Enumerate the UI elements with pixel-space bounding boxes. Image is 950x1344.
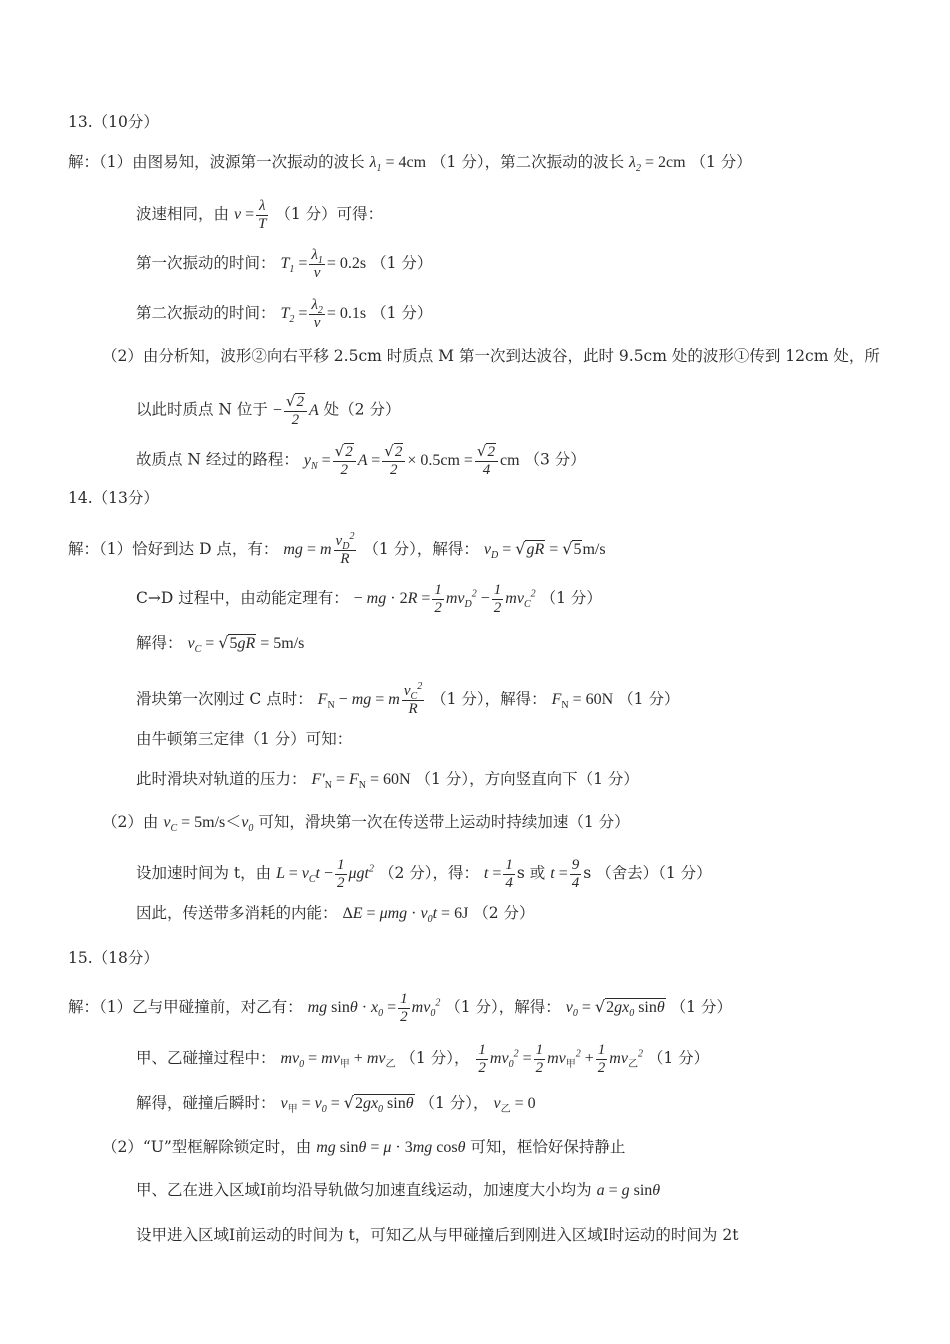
text: 解得： <box>136 634 183 652</box>
q13-position-line <box>136 393 400 429</box>
text: 乙与甲碰撞前，对乙有： <box>132 998 303 1017</box>
q14-part2-line <box>102 811 630 834</box>
formula: $\Delta E = \mu mg \cdot v_0t = 6J$ <box>342 905 469 926</box>
text: 设加速时间为 t，由 <box>136 864 272 883</box>
text: 滑块第一次刚过 C 点时： <box>136 690 313 709</box>
q14-energy-line <box>136 582 602 617</box>
text: 此时滑块对轨道的压力： <box>136 770 307 788</box>
formula: − $\frac{√2}{2}$ A <box>272 392 319 428</box>
q13-part1-line <box>68 151 752 174</box>
score: （1 分） <box>371 254 433 273</box>
text: （1 分），第二次振动的波长 <box>431 153 625 171</box>
q14-header: 14.（13分） <box>68 489 159 507</box>
q14-force-line <box>136 683 679 718</box>
text: 甲、乙在进入区域Ⅰ前均沿导轨做匀加速直线运动，加速度大小均为 <box>136 1181 592 1199</box>
q15-time-line <box>136 1224 738 1246</box>
formula: − mg · 2R = $\frac{1}{2}$ $mv_D^2$ − $\frac{1}{2}$ $mv_C^2$ <box>353 582 536 616</box>
q14-vc-line <box>136 632 304 655</box>
q15-part1-line <box>68 991 732 1026</box>
text: 以此时质点 N 位于 <box>136 400 268 419</box>
q13-path-line <box>136 443 586 479</box>
q13-speed-line <box>136 198 383 233</box>
text: 由图易知，波源第一次振动的波长 <box>132 153 365 171</box>
text: （1 分）， <box>419 1094 489 1112</box>
q15-part2-line <box>102 1136 625 1159</box>
text: 恰好到达 D 点，有： <box>132 540 279 559</box>
q13-t1-line <box>136 247 432 282</box>
part-label: （2） <box>102 813 143 831</box>
score: （1 分） <box>647 1049 710 1068</box>
q14-part1-line <box>68 533 606 568</box>
part-label: （2） <box>102 1138 143 1156</box>
text: 设甲进入区域Ⅰ前运动的时间为 t，可知乙从与甲碰撞后到刚进入区域Ⅰ时运动的时间为 2t <box>136 1226 739 1244</box>
q14-pressure-line <box>136 768 639 791</box>
q14-newton-line <box>136 728 352 750</box>
text: （1 分），解得： <box>431 690 547 709</box>
text: 由牛顿第三定律（1 分）可知： <box>136 730 353 748</box>
text: 第二次振动的时间： <box>136 304 276 323</box>
part-label: （1） <box>99 153 133 171</box>
text: 第一次振动的时间： <box>136 254 276 273</box>
text: 甲、乙碰撞过程中： <box>136 1049 276 1068</box>
part-label: （1） <box>99 998 133 1017</box>
text: 由 <box>142 813 159 831</box>
q15-header: 15.（18分） <box>68 949 159 967</box>
text: “U”型框解除锁定时，由 <box>142 1138 312 1156</box>
formula: $F_N$ − mg = m $\frac{v_C^2}{R}$ <box>317 681 423 717</box>
formula: $v_C = 5m/s<v_0$ <box>163 814 254 835</box>
q13-t2-line <box>136 297 432 332</box>
score: （1 分） <box>618 690 680 709</box>
q15-accel-line <box>136 1179 660 1202</box>
solution-label: 解： <box>68 540 100 559</box>
text: 因此，传送带多消耗的内能： <box>136 904 338 922</box>
q13-header: 13.（10分） <box>68 113 159 131</box>
formula: $v_C = √5gR = 5m/s$ <box>187 633 305 656</box>
score: （3 分） <box>524 450 586 469</box>
text: s 或 <box>516 864 546 883</box>
text: 解得，碰撞后瞬时： <box>136 1094 276 1112</box>
formula: $y_N$ = $\frac{√2}{2}$ A = $\frac{√2}{2}$ × 0.5cm = $\frac{√2}{4}$ cm <box>303 442 520 478</box>
formula: $T_1$ = $\frac{\lambda_1}{v}$ = 0.2s <box>280 247 367 281</box>
formula: $\lambda_2 = 2cm$ <box>629 154 686 175</box>
text: （1 分），方向竖直向下（1 分） <box>415 770 639 788</box>
score: （1 分） <box>371 304 433 323</box>
text: C→D 过程中，由动能定理有： <box>136 589 349 608</box>
text: （1 分）， <box>400 1049 470 1068</box>
solution-label: 解： <box>68 153 100 171</box>
formula: $mv_0 = mv_甲 + mv_乙$ <box>280 1050 396 1071</box>
formula: $v_乙 = 0$ <box>493 1095 536 1116</box>
text: 可知，框恰好保持静止 <box>470 1138 626 1156</box>
formula: $F'_N = F_N = 60N$ <box>311 771 411 792</box>
text: 由分析知，波形②向右平移 2.5cm 时质点 M 第一次到达波谷，此时 9.5cm 处的波形①传到 12cm 处，所 <box>142 347 880 365</box>
score: （1 分） <box>670 998 732 1017</box>
score: （1 分） <box>690 153 752 171</box>
text: （1 分）可得： <box>275 205 384 224</box>
formula: mg $\sin\theta \cdot x_0$ = $\frac{1}{2}$ $mv_0^2$ <box>307 991 441 1025</box>
text: 波速相同，由 <box>136 205 230 224</box>
formula: mg sinθ = μ · 3mg cosθ <box>316 1139 466 1156</box>
text: 处（2 分） <box>323 400 401 419</box>
formula: t = $\frac{1}{4}$ <box>483 857 513 891</box>
formula: $T_2$ = $\frac{\lambda_2}{v}$ = 0.1s <box>280 297 367 331</box>
formula: $v_D = √gR = √5m/s$ <box>483 539 606 562</box>
text: s （舍去）（1 分） <box>583 864 712 883</box>
part-label: （2） <box>102 347 143 365</box>
text: （2 分），得： <box>378 864 479 883</box>
q15-collision-line <box>136 1042 709 1077</box>
q14-energy-loss-line <box>136 902 535 925</box>
formula: $\frac{1}{2}$ $mv_0^2$ = $\frac{1}{2}$ $mv_甲^2$ + $\frac{1}{2}$ $mv_乙^2$ <box>478 1042 643 1076</box>
text: （1 分），解得： <box>445 998 561 1017</box>
score: （1 分） <box>540 589 602 608</box>
formula: t = $\frac{9}{4}$ <box>550 857 580 891</box>
score: （2 分） <box>473 904 535 922</box>
text: （1 分），解得： <box>363 540 479 559</box>
q15-result-line <box>136 1092 536 1115</box>
formula: $\lambda_1 = 4cm$ <box>369 154 427 175</box>
text: 故质点 N 经过的路程： <box>136 450 299 469</box>
formula: v = $\frac{\lambda}{T}$ <box>233 198 267 232</box>
part-label: （1） <box>99 540 133 559</box>
solution-label: 解： <box>68 998 100 1017</box>
formula: $v_0 = √2gx_0$ sinθ <box>565 997 665 1020</box>
formula: $L = v_Ct$ − $\frac{1}{2}$ μgt$^2$ <box>276 857 374 891</box>
formula: mg = m $\frac{v_D^2}{R}$ <box>283 531 355 567</box>
formula: $v_甲 = v_0 = √2gx_0$ sinθ <box>280 1093 414 1116</box>
text: 可知，滑块第一次在传送带上运动时持续加速（1 分） <box>258 813 630 831</box>
q13-part2-line <box>102 345 880 367</box>
formula: a = g sinθ <box>596 1182 661 1199</box>
formula: $F_N = 60N$ <box>551 691 614 712</box>
q14-time-line <box>136 857 712 892</box>
